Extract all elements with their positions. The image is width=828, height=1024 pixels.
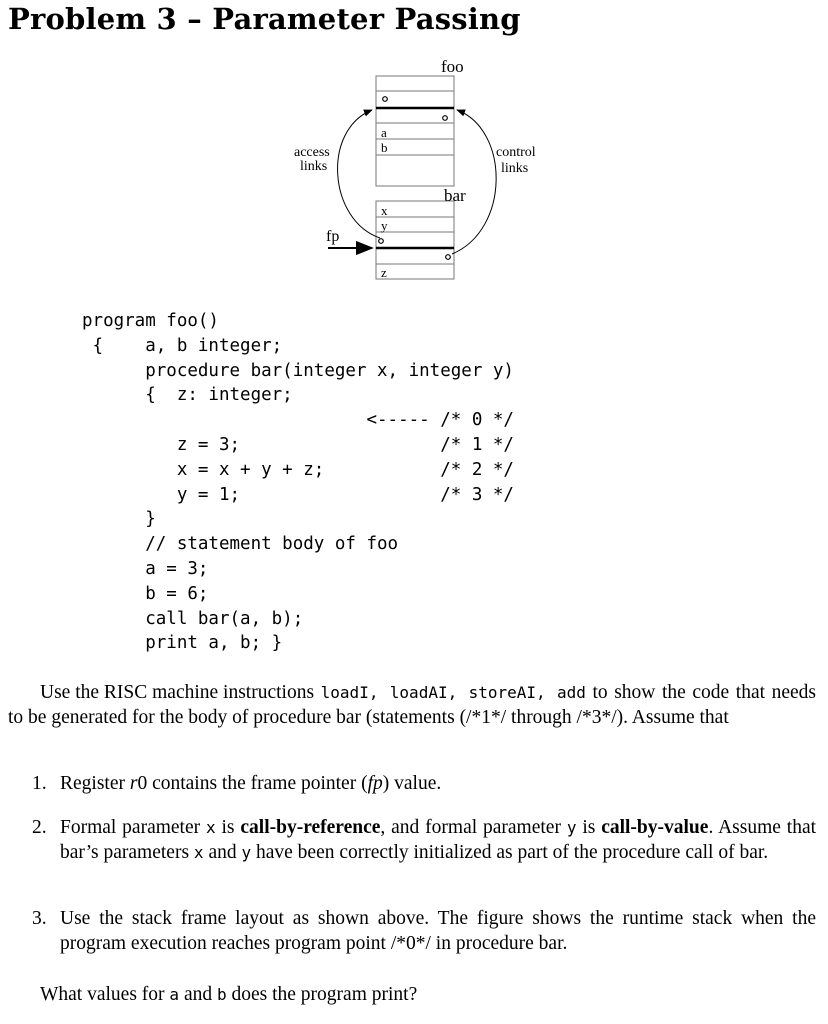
item2-call-by-reference: call-by-reference: [240, 817, 381, 838]
foo-cell-a: a: [381, 125, 387, 140]
foo-label: foo: [441, 57, 464, 76]
foo-cell-b: b: [381, 140, 388, 155]
question-text-a: What values for: [40, 984, 165, 1005]
instruction-list: loadI, loadAI, storeAI, add: [320, 683, 586, 702]
page-title: Problem 3 – Parameter Passing: [8, 2, 521, 36]
intro-text-1: Use the RISC machine instructions: [40, 682, 315, 703]
item2-param-x2: x: [193, 843, 204, 862]
list-item-3: [32, 906, 816, 956]
list-item-2: [32, 815, 816, 865]
bar-label: bar: [444, 186, 466, 205]
item1-register: r: [129, 773, 138, 794]
control-label-line2: links: [501, 161, 529, 176]
code-listing: program foo() { a, b integer; procedure bar(integer x, integer y) { z: integer; <----- /* 0 */ z = 3; /* 1 */ x = x + y + z; /* 2 */ y = 1; /* 3 */ } // statement body of foo a = 3; b = 6; call bar(a, b); print a, b; }: [82, 311, 514, 654]
question-var-a: a: [169, 985, 180, 1004]
fp-label: fp: [326, 228, 340, 245]
item1-text-a: Register: [60, 773, 125, 794]
bar-frame: [376, 201, 454, 279]
item1-fp: fp: [367, 773, 383, 794]
bar-cell-x: x: [381, 203, 388, 218]
question-var-b: b: [216, 985, 227, 1004]
bar-access-link-dot: [379, 239, 384, 244]
bar-cell-y: y: [381, 218, 388, 233]
control-label-line1: control: [496, 145, 536, 160]
item2-param-x: x: [206, 818, 216, 837]
foo-access-link-dot: [383, 97, 388, 102]
access-label-line2: links: [300, 159, 328, 174]
item2-text-d: is: [582, 817, 596, 838]
bar-cell-z: z: [381, 265, 387, 280]
bar-control-link-dot: [446, 255, 451, 260]
intro-paragraph: [8, 680, 816, 730]
control-link-arrow: [452, 110, 496, 254]
list-item-1: [32, 771, 816, 796]
question: [40, 984, 417, 1006]
question-text-c: does the program print?: [231, 984, 418, 1005]
access-label-line1: access: [294, 145, 330, 160]
item2-text-e: . Assume that bar’s parameters: [60, 817, 817, 863]
item1-text-c: ) value.: [382, 773, 442, 794]
item2-text-a: Formal parameter: [60, 817, 201, 838]
item2-text-f: and: [208, 842, 237, 863]
foo-frame: [376, 76, 454, 186]
item2-param-y: y: [566, 818, 577, 837]
item2-text-c: , and formal parameter: [380, 817, 561, 838]
list-number: 3.: [32, 908, 47, 929]
list-number: 2.: [32, 817, 47, 838]
item2-param-y2: y: [241, 843, 252, 862]
item2-text-b: is: [221, 817, 235, 838]
access-link-arrow: [338, 110, 380, 238]
question-text-b: and: [183, 984, 213, 1005]
foo-control-link-dot: [443, 116, 448, 121]
item1-text-b: 0 contains the frame pointer (: [137, 773, 368, 794]
item2-text-g: have been correctly initialized as part of the procedure call of bar.: [255, 842, 769, 863]
stack-frame-diagram: [0, 0, 828, 300]
intro-text-2: to show the code that needs to be generated for the body of procedure bar (statements (/*1*/ through /*3*/). Assume that: [8, 682, 817, 728]
item2-call-by-value: call-by-value: [601, 817, 709, 838]
item3-text: Use the stack frame layout as shown above. The figure shows the runtime stack when the program execution reaches program point /*0*/ in procedure bar.: [60, 908, 816, 954]
list-number: 1.: [32, 773, 47, 794]
